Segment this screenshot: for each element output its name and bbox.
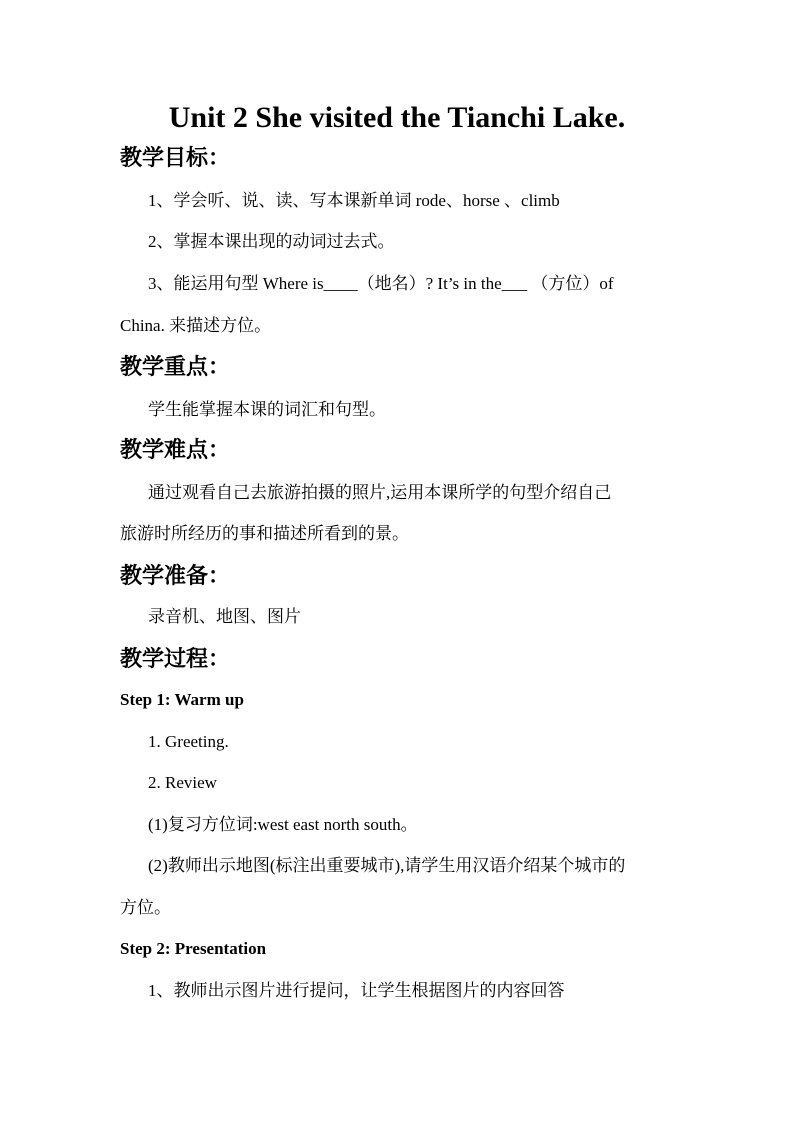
objectives-heading: 教学目标： <box>120 145 231 171</box>
objective-item-3: 3、能运用句型 Where is____（地名）? It’s in the___ （方位）of <box>148 274 614 293</box>
objective-item-2: 2、掌握本课出现的动词过去式。 <box>148 232 395 251</box>
key-points-text: 学生能掌握本课的词汇和句型。 <box>148 400 386 419</box>
step2-title: Step 2: Presentation <box>120 939 267 958</box>
objective-item-1: 1、学会听、说、读、写本课新单词 rode、horse 、climb <box>148 191 560 210</box>
difficulties-line-1: 通过观看自己去旅游拍摄的照片,运用本课所学的句型介绍自己 <box>148 483 612 502</box>
objective-item-3-continued: China. 来描述方位。 <box>120 316 272 335</box>
step1-title: Step 1: Warm up <box>120 690 244 709</box>
key-points-heading: 教学重点： <box>120 354 231 380</box>
document-title: Unit 2 She visited the Tianchi Lake. <box>168 101 626 134</box>
process-heading: 教学过程： <box>120 646 231 672</box>
step1-item-2: 2. Review <box>148 773 217 792</box>
preparation-text: 录音机、地图、图片 <box>148 607 301 626</box>
difficulties-line-2: 旅游时所经历的事和描述所看到的景。 <box>120 524 409 543</box>
step1-item-4: (2)教师出示地图(标注出重要城市),请学生用汉语介绍某个城市的 <box>148 856 626 875</box>
preparation-heading: 教学准备： <box>120 563 231 589</box>
step1-item-3: (1)复习方位词:west east north south。 <box>148 815 418 834</box>
difficulties-heading: 教学难点： <box>120 437 231 463</box>
step1-item-1: 1. Greeting. <box>148 732 229 751</box>
step1-item-4-continued: 方位。 <box>120 898 171 917</box>
step2-item-1: 1、教师出示图片进行提问，让学生根据图片的内容回答 <box>148 981 565 1000</box>
